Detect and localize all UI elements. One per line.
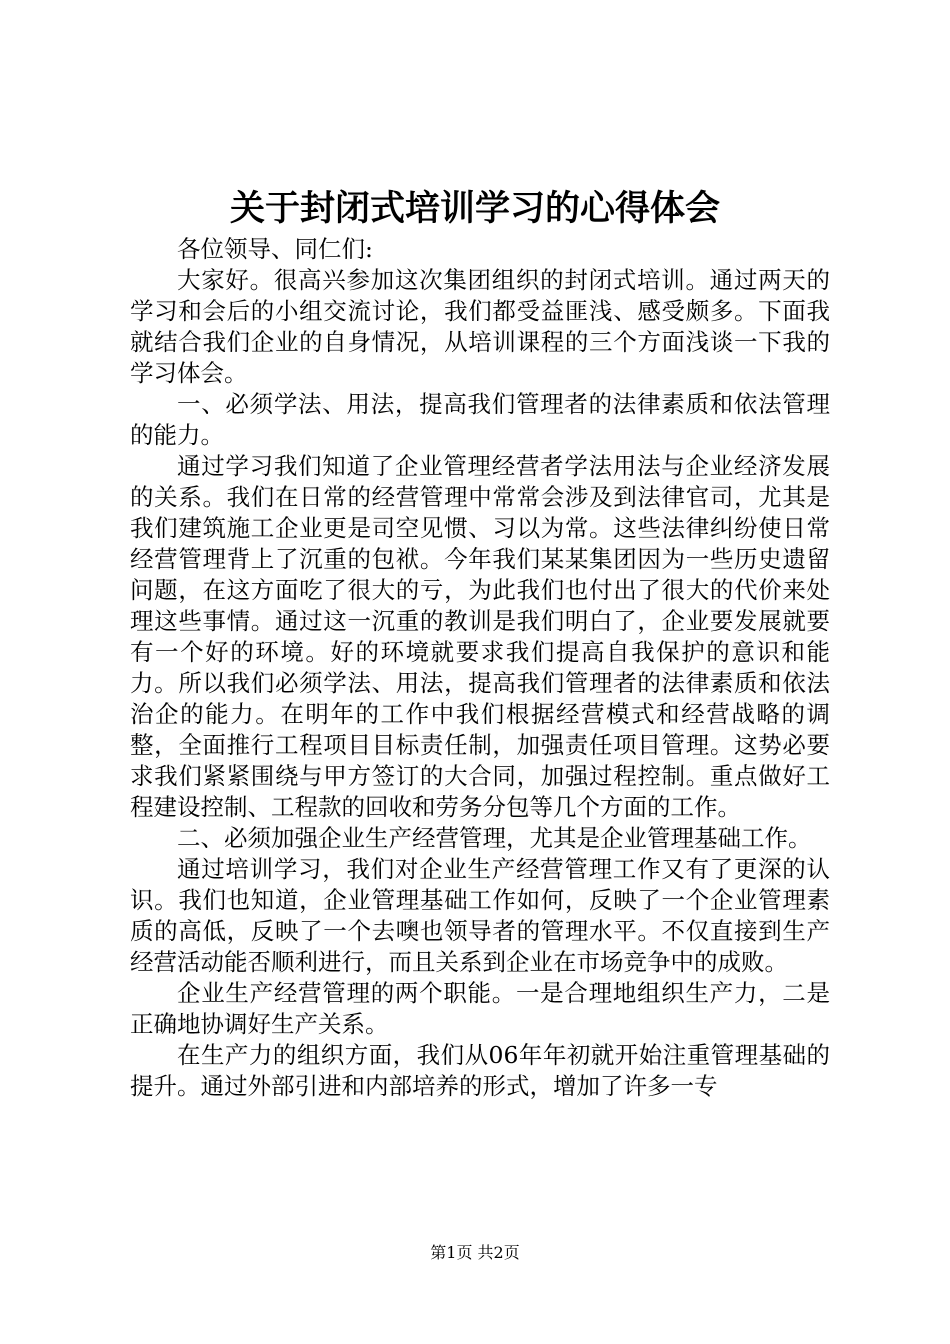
paragraph-intro: 大家好。很高兴参加这次集团组织的封闭式培训。通过两天的学习和会后的小组交流讨论，我们都受益匪浅、感受颇多。下面我就结合我们企业的自身情况，从培训课程的三个方面浅谈一下我的学习体会。 [130,266,830,387]
paragraph-productivity: 在生产力的组织方面，我们从06年年初就开始注重管理基础的提升。通过外部引进和内部培养的形式，增加了许多一专 [130,1041,830,1100]
page-number: 第1页 共2页 [430,1243,520,1262]
section-heading-2: 二、必须加强企业生产经营管理，尤其是企业管理基础工作。 [177,824,812,852]
document-body [130,234,830,1102]
salutation: 各位领导、同仁们: [177,235,373,263]
document-title: 关于封闭式培训学习的心得体会 [229,188,720,229]
paragraph-section-2: 通过培训学习，我们对企业生产经营管理工作又有了更深的认识。我们也知道，企业管理基础工作如何，反映了一个企业管理素质的高低，反映了一个去噢也领导者的管理水平。不仅直接到生产经营活动能否顺利进行，而且关系到企业在市场竞争中的成败。 [130,855,830,976]
section-heading-1: 一、必须学法、用法，提高我们管理者的法律素质和依法管理的能力。 [130,390,830,449]
paragraph-functions: 企业生产经营管理的两个职能。一是合理地组织生产力，二是正确地协调好生产关系。 [130,979,830,1038]
paragraph-section-1: 通过学习我们知道了企业管理经营者学法用法与企业经济发展的关系。我们在日常的经营管理中常常会涉及到法律官司，尤其是我们建筑施工企业更是司空见惯、习以为常。这些法律纠纷使日常经营管理背上了沉重的包袱。今年我们某某集团因为一些历史遗留问题，在这方面吃了很大的亏，为此我们也付出了很大的代价来处理这些事情。通过这一沉重的教训是我们明白了，企业要发展就要有一个好的环境。好的环境就要求我们提高自我保护的意识和能力。所以我们必须学法、用法，提高我们管理者的法律素质和依法治企的能力。在明年的工作中我们根据经营模式和经营战略的调整，全面推行工程项目目标责任制，加强责任项目管理。这势必要求我们紧紧围绕与甲方签订的大合同，加强过程控制。重点做好工程建设控制、工程款的回收和劳务分包等几个方面的工作。 [130,452,830,821]
